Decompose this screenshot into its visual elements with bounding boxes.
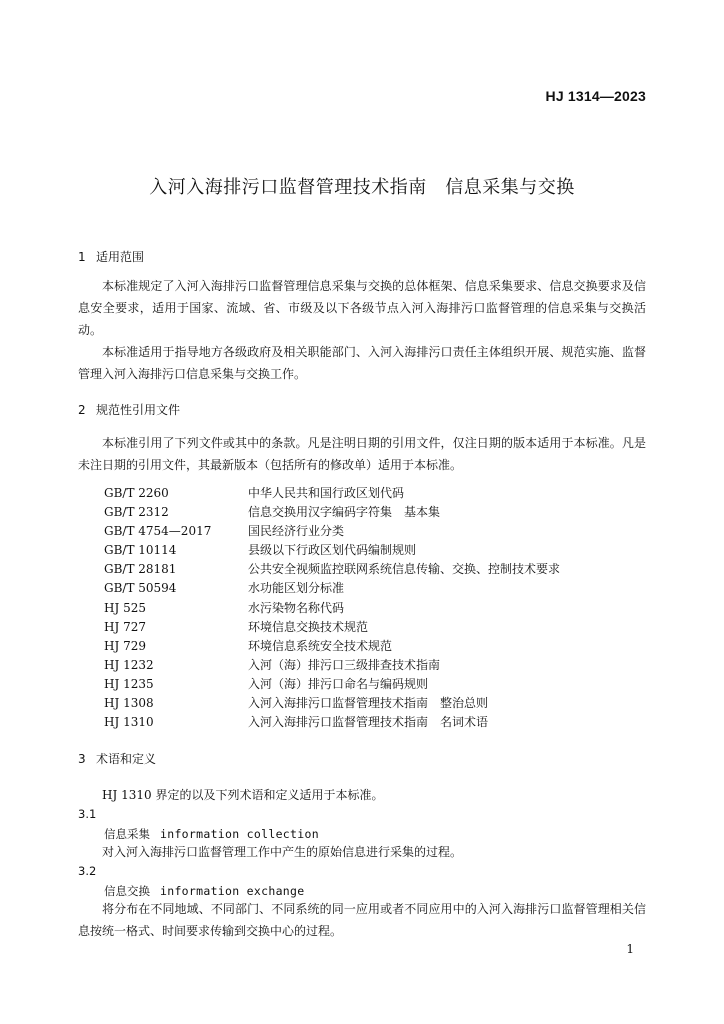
term-chinese: 信息采集	[104, 827, 150, 841]
scope-paragraph-2: 本标准适用于指导地方各级政府及相关职能部门、入河入海排污口责任主体组织开展、规范实施、监督管理入河入海排污口信息采集与交换工作。	[78, 345, 646, 381]
reference-title: 环境信息系统安全技术规范	[248, 638, 393, 653]
normative-intro: 本标准引用了下列文件或其中的条款。凡是注明日期的引用文件，仅注日期的版本适用于本标准。凡是未注日期的引用文件，其最新版本（包括所有的修改单）适用于本标准。	[78, 436, 646, 472]
section-number: 1	[78, 250, 86, 264]
section-2-heading	[78, 401, 180, 418]
clause-number: 3.2	[78, 864, 97, 878]
reference-code: HJ 727	[104, 619, 146, 634]
reference-code: GB/T 2260	[104, 486, 169, 500]
section-number: 2	[78, 403, 86, 417]
terms-intro: HJ 1310 界定的以及下列术语和定义适用于本标准。	[102, 788, 384, 802]
page-number: 1	[626, 942, 634, 956]
clause-number: 3.1	[78, 807, 97, 821]
term-definition: 将分布在不同地域、不同部门、不同系统的同一应用或者不同应用中的入河入海排污口监督管理相关信息按统一格式、时间要求传输到交换中心的过程。	[78, 902, 646, 938]
standard-id: HJ 1314—2023	[545, 88, 646, 104]
reference-row	[104, 618, 560, 637]
reference-code: GB/T 28181	[104, 562, 177, 577]
reference-title: 国民经济行业分类	[248, 524, 345, 539]
document-title: 入河入海排污口监督管理技术指南 信息采集与交换	[149, 177, 575, 198]
reference-title: 环境信息交换技术规范	[248, 619, 369, 634]
reference-title: 入河（海）排污口命名与编码规则	[248, 676, 429, 691]
reference-row	[104, 675, 560, 694]
reference-title: 入河入海排污口监督管理技术指南 名词术语	[248, 715, 489, 730]
reference-row	[104, 522, 560, 541]
reference-code: HJ 729	[104, 638, 146, 653]
term-chinese: 信息交换	[104, 884, 150, 898]
reference-row	[104, 713, 560, 732]
reference-title: 入河（海）排污口三级排查技术指南	[248, 657, 441, 672]
reference-row	[104, 484, 560, 503]
reference-row	[104, 541, 560, 560]
reference-row	[104, 579, 560, 598]
reference-title: 县级以下行政区划代码编制规则	[248, 543, 417, 558]
reference-code: HJ 1310	[104, 715, 154, 730]
term-heading	[104, 826, 319, 842]
reference-code: GB/T 4754—2017	[104, 524, 212, 539]
reference-title: 中华人民共和国行政区划代码	[248, 486, 405, 500]
reference-code: GB/T 10114	[104, 543, 177, 558]
term-heading	[104, 883, 304, 899]
reference-row	[104, 503, 560, 522]
section-1-heading	[78, 248, 144, 265]
section-title: 术语和定义	[96, 752, 157, 766]
reference-row	[104, 599, 560, 618]
term-english: information collection	[160, 827, 319, 841]
section-title: 规范性引用文件	[96, 403, 181, 417]
section-3-heading	[78, 750, 156, 767]
reference-code: HJ 525	[104, 600, 146, 615]
reference-list	[104, 484, 560, 732]
reference-code: GB/T 2312	[104, 505, 169, 520]
reference-title: 信息交换用汉字编码字符集 基本集	[248, 505, 441, 520]
term-definition: 对入河入海排污口监督管理工作中产生的原始信息进行采集的过程。	[102, 845, 463, 859]
reference-row	[104, 560, 560, 579]
reference-row	[104, 656, 560, 675]
reference-title: 水污染物名称代码	[248, 600, 345, 615]
section-title: 适用范围	[96, 250, 145, 264]
reference-title: 公共安全视频监控联网系统信息传输、交换、控制技术要求	[248, 562, 561, 577]
reference-row	[104, 694, 560, 713]
reference-code: GB/T 50594	[104, 581, 177, 596]
reference-code: HJ 1235	[104, 676, 154, 691]
reference-code: HJ 1308	[104, 696, 154, 711]
reference-title: 入河入海排污口监督管理技术指南 整治总则	[248, 696, 489, 711]
scope-paragraph-1: 本标准规定了入河入海排污口监督管理信息采集与交换的总体框架、信息采集要求、信息交换要求及信息安全要求，适用于国家、流域、省、市级及以下各级节点入河入海排污口监督管理的信息采集与交换活动。	[78, 279, 646, 337]
reference-title: 水功能区划分标准	[248, 581, 345, 596]
term-english: information exchange	[160, 884, 305, 898]
reference-code: HJ 1232	[104, 657, 154, 672]
reference-row	[104, 637, 560, 656]
section-number: 3	[78, 752, 86, 766]
